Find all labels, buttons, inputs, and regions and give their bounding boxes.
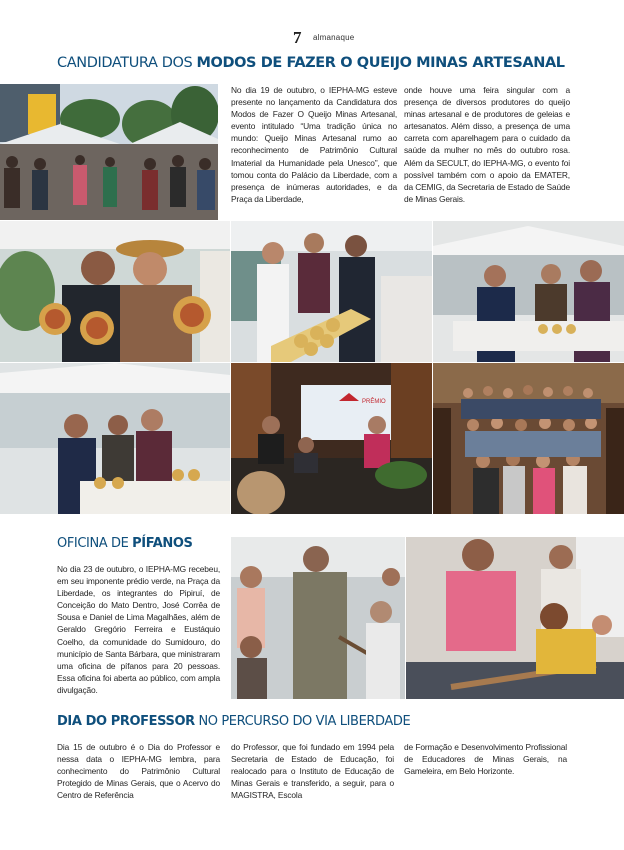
professor-text-col3: de Formação e Desenvolvimento Profissional de Educadores de Minas Gerais, na Gameleira, em Belo Horizonte. bbox=[404, 742, 567, 777]
section-title-professor: DIA DO PROFESSOR NO PERCURSO DO VIA LIBERDADE bbox=[57, 714, 411, 729]
screen-caption: PRÊMIO bbox=[362, 399, 386, 405]
photo-street-fair bbox=[0, 84, 218, 220]
publication-name: almanaque bbox=[313, 33, 355, 42]
professor-text-col1: Dia 15 de outubro é o Dia do Professor e nessa data o IEPHA-MG lembra, para conhecimento do Patrimônio Cultural Protegido de Minas Gerais, que o Acervo do Centro de Referência bbox=[57, 742, 220, 801]
photo-pifano-workshop-1 bbox=[231, 537, 405, 699]
photo-vendor-tent bbox=[433, 221, 624, 362]
photo-cheese-stand bbox=[231, 221, 432, 362]
section-title-queijo: CANDIDATURA DOS MODOS DE FAZER O QUEIJO MINAS ARTESANAL bbox=[57, 55, 565, 71]
photo-presentation-room bbox=[231, 363, 432, 514]
page-number: 7 bbox=[293, 28, 302, 47]
queijo-text-col2: onde houve uma feira singular com a presença de diversos produtores do queijo minas artesanal e de produtores de geleias e artesanatos. Além disso, a presença de uma carreta com aparelhagem para o cuidado da saúde da mulher no mês do outubro rosa. Além da SECULT, do IEPHA-MG, o evento foi possível também com o apoio da EMATER, da CEMIG, da Secretaria de Estado de Saúde de Minas Gerais. bbox=[404, 85, 570, 204]
photo-group-portrait bbox=[433, 363, 624, 514]
page-header bbox=[0, 28, 624, 50]
pifanos-text: No dia 23 de outubro, o IEPHA-MG recebeu, em seu imponente prédio verde, na Praça da Liberdade, os integrantes do Pipiruí, de Conceição do Mato Dentro, José Corrêa de Sousa e Daniel de Lima Magalhães, além de Geraldo Gregório Ferreira e Eustáquio Coelho, da comunidade do Sumidouro, do município de Santa Bárbara, que ministraram uma oficina de pífanos para 20 pessoas. Essa oficina foi aberta ao público, com ampla divulgação. bbox=[57, 564, 220, 695]
photo-pifano-workshop-2 bbox=[406, 537, 624, 699]
photo-couple-cheeses bbox=[0, 221, 230, 362]
section-title-pifanos: OFICINA DE PÍFANOS bbox=[57, 536, 193, 551]
queijo-text-col1: No dia 19 de outubro, o IEPHA-MG esteve presente no lançamento da Candidatura dos Modos de Fazer O Queijo Minas Artesanal, evento intitulado “Uma tradição única no mundo: Queijo Minas Artesanal rumo ao reconhecimento de Patrimônio Cultural Imaterial da Humanidade pela Unesco”, que tomou conta do Palácio da Liberdade, com a presença de inúmeras autoridades, e da Praça da Liberdade, bbox=[231, 85, 397, 204]
professor-text-col2: do Professor, que foi fundado em 1994 pela Secretaria de Estado de Educação, foi realocado para o Instituto de Educação de Minas Gerais e transferido, a seguir, para o MAGISTRA, Escola bbox=[231, 742, 394, 801]
photo-men-at-stand bbox=[0, 363, 230, 514]
